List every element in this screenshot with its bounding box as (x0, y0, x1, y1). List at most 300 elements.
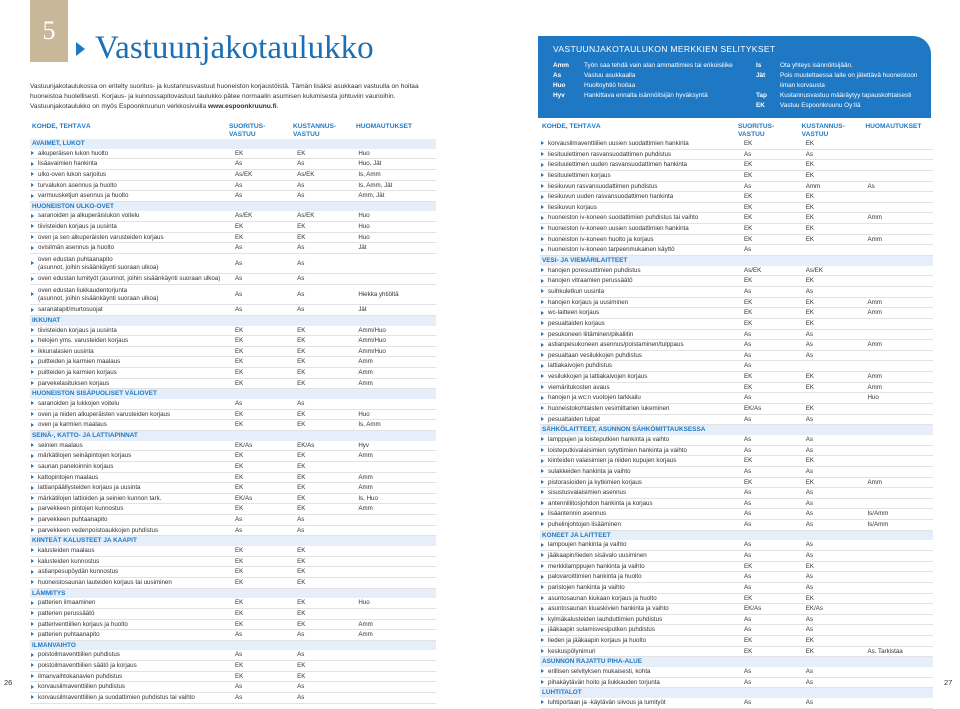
row-task: tiivisteiden korjaus ja uusinta (30, 222, 235, 232)
row-kustannusvastuu: EK (805, 594, 814, 602)
row-task: astianpesupöydän kunnostus (30, 567, 235, 577)
table-row (540, 160, 933, 171)
row-huomautukset: Amm/Huo (358, 326, 386, 334)
row-kustannusvastuu: As (805, 626, 813, 634)
row-kustannusvastuu: EK (297, 505, 306, 513)
row-suoritusvastuu: EK (744, 277, 753, 285)
row-task: liesituulettimen korjaus (540, 171, 744, 181)
table-row (540, 572, 933, 583)
section-header: HUONEISTON ULKO-OVET (30, 202, 436, 212)
row-huomautukset: Amm (358, 473, 373, 481)
table-row (30, 546, 436, 557)
page-title: Vastuunjakotaulukko (95, 30, 374, 66)
table-row (30, 420, 436, 431)
table-row (30, 661, 436, 672)
table-row (540, 499, 933, 510)
row-huomautukset: Amm (358, 452, 373, 460)
row-kustannusvastuu: EK (805, 225, 814, 233)
row-suoritusvastuu: As (744, 394, 752, 402)
table-row (30, 451, 436, 462)
row-task: pesukoneen liitäminen/pikaliitin (540, 330, 744, 340)
row-task: patteriventtiilien korjaus ja huolto (30, 620, 235, 630)
row-task: pesualtaiden korjaus (540, 319, 744, 329)
table-row (540, 583, 933, 594)
row-suoritusvastuu: EK (235, 568, 244, 576)
row-suoritusvastuu: As (235, 631, 243, 639)
row-task: lieden ja jääkaapin korjaus ja huolto (540, 636, 744, 646)
row-suoritusvastuu: As (744, 489, 752, 497)
table-row (30, 504, 436, 515)
page-number-right: 27 (944, 678, 953, 687)
row-suoritusvastuu: EK (235, 379, 244, 387)
row-suoritusvastuu: EK (235, 620, 244, 628)
table-row (540, 540, 933, 551)
intro-body: Vastuunjakotaulukossa on eritelty suoritus- ja kustannusvastuut huoneiston korjaustöistä. Tämän lisäksi asukkaan vastuulla on hoitaa huoneistoa huolellisesti. Korjaus- ja kunnossapitovastuut taulukko pätee normaalin asumisen kulumisesta johtuviin vaurioihin. Vastuunjakotaulukko on myös Espoonkruunun verkkosivuilla (30, 83, 419, 110)
row-huomautukset: Amm (358, 620, 373, 628)
header-huomautukset: HUOMAUTUKSET (865, 123, 922, 130)
row-task: ulko-oven lukon sarjoitus (30, 170, 235, 180)
row-task: vesilukkojen ja lattiakaivojen korjaus (540, 372, 744, 382)
row-suoritusvastuu: EK (744, 203, 753, 211)
legend-desc: Vastuu Espoonkruunu Oy:llä (780, 102, 861, 109)
row-kustannusvastuu: EK (297, 326, 306, 334)
row-suoritusvastuu: EK (235, 672, 244, 680)
row-kustannusvastuu: EK (805, 161, 814, 169)
row-task: poistoilmaventtiilien puhdistus (30, 650, 235, 660)
row-suoritusvastuu: As (744, 668, 752, 676)
row-kustannusvastuu: As (297, 160, 305, 168)
row-kustannusvastuu: As (297, 631, 305, 639)
legend-desc: Kustannusvastuu määräytyy tapauskohtaisesti (780, 92, 912, 99)
row-task: merkkilamppujen hankinta ja vaihto (540, 562, 744, 572)
table-row (30, 222, 436, 233)
row-task: liesikuvun rasvansuodattimen puhdistus (540, 182, 744, 192)
table-row (30, 159, 436, 170)
row-task: sisustusvalaisimien asennus (540, 488, 744, 498)
row-suoritusvastuu: EK (744, 478, 753, 486)
row-task: märkätilojen seinäpintojen korjaus (30, 451, 235, 461)
row-suoritusvastuu: As (744, 287, 752, 295)
table-row (540, 213, 933, 224)
row-task: seinien maalaus (30, 441, 235, 451)
row-kustannusvastuu: As (297, 651, 305, 659)
row-kustannusvastuu: EK (297, 421, 306, 429)
row-suoritusvastuu: EK (235, 578, 244, 586)
legend-desc: Työn saa tehdä vain alan ammattimies tai erikoisliike (584, 62, 733, 69)
row-kustannusvastuu: EK (805, 457, 814, 465)
table-header (540, 123, 933, 139)
row-suoritusvastuu: As (744, 615, 752, 623)
table-row (30, 462, 436, 473)
legend-entry (553, 71, 738, 81)
row-huomautukset: Huo (867, 394, 879, 402)
row-suoritusvastuu: EK (744, 140, 753, 147)
row-suoritusvastuu: EK (744, 298, 753, 306)
row-huomautukset: Amm/Huo (358, 337, 386, 345)
row-kustannusvastuu: EK (297, 347, 306, 355)
row-suoritusvastuu: EK (744, 235, 753, 243)
row-task: kalusteiden maalaus (30, 546, 235, 556)
table-row (30, 399, 436, 410)
section-header: SÄHKÖLAITTEET, ASUNNON SÄHKÖMITTAUKSESSA (540, 425, 933, 435)
row-huomautukset: Is, Amm (358, 170, 381, 178)
row-task: korvausilmaventtiilien puhdistus (30, 682, 235, 692)
row-suoritusvastuu: EK (744, 457, 753, 465)
row-suoritusvastuu: EK (235, 337, 244, 345)
row-kustannusvastuu: EK/As (297, 441, 315, 449)
section-header: KONEET JA LAITTEET (540, 531, 933, 541)
row-kustannusvastuu: As (805, 551, 813, 559)
row-task: saunan paneloinnin korjaus (30, 462, 235, 472)
row-task: parvekkeen pintojen kunnostus (30, 504, 235, 514)
table-row (540, 625, 933, 636)
row-kustannusvastuu: As (805, 615, 813, 623)
row-suoritusvastuu: As (744, 182, 752, 190)
row-huomautukset: Amm (358, 484, 373, 492)
table-row (540, 203, 933, 214)
legend-column-2 (756, 61, 926, 111)
row-task: parvekelasituksen korjaus (30, 379, 235, 389)
header-huomautukset: HUOMAUTUKSET (356, 123, 413, 130)
header-suoritusvastuu: SUORITUS- VASTUU (738, 123, 775, 138)
row-task: kiinteiden valaisimien ja niiden kupujen korjaus (540, 456, 744, 466)
row-suoritusvastuu: EK (744, 562, 753, 570)
legend-abbr: EK (756, 102, 765, 109)
table-row (30, 526, 436, 537)
row-kustannusvastuu: EK/As (805, 605, 823, 613)
legend-desc: Ota yhteys isännöitsijään. (780, 62, 853, 69)
table-row (540, 435, 933, 446)
row-kustannusvastuu: EK (297, 358, 306, 366)
row-huomautukset: Huo (358, 149, 370, 157)
row-task: saranoiden ja lukkojen voitelu (30, 399, 235, 409)
row-task: kylmäkalusteiden lauhduttimien puhdistus (540, 615, 744, 625)
row-suoritusvastuu: EK (235, 421, 244, 429)
chapter-number-badge (30, 0, 68, 62)
intro-text (30, 82, 430, 112)
table-row (540, 488, 933, 499)
row-suoritusvastuu: EK (744, 383, 753, 391)
row-kustannusvastuu: EK (805, 298, 814, 306)
row-kustannusvastuu: EK (805, 647, 814, 655)
row-kustannusvastuu: EK (805, 478, 814, 486)
row-kustannusvastuu: As (805, 521, 813, 529)
row-kustannusvastuu: EK (297, 494, 306, 502)
section-header: LÄMMITYS (30, 589, 436, 599)
row-suoritusvastuu: As (235, 181, 243, 189)
table-row (540, 404, 933, 415)
section-header: VESI- JA VIEMÄRILAITTEET (540, 256, 933, 266)
table-row (30, 441, 436, 452)
row-suoritusvastuu: EK/As (744, 605, 762, 613)
row-task: tiivisteiden korjaus ja uusinta (30, 326, 235, 336)
row-kustannusvastuu: As (805, 446, 813, 454)
table-row (540, 383, 933, 394)
row-huomautukset: Amm (867, 214, 882, 222)
row-huomautukset: Jät (358, 244, 367, 252)
row-kustannusvastuu: As (805, 489, 813, 497)
row-task: jääkaapin sulamisvesiputken puhdistus (540, 625, 744, 635)
row-task: lampoujen hankinta ja vaihto (540, 540, 744, 550)
table-row (30, 578, 436, 589)
row-suoritusvastuu: As (235, 192, 243, 200)
row-huomautukset: Is, Huo (358, 494, 378, 502)
row-suoritusvastuu: EK (235, 557, 244, 565)
row-suoritusvastuu: EK (235, 410, 244, 418)
row-task: erillisen selvityksen mukaisesti, kohta (540, 667, 744, 677)
row-kustannusvastuu: EK (805, 637, 814, 645)
row-suoritusvastuu: EK (744, 373, 753, 381)
table-row (540, 647, 933, 658)
legend-entry (553, 81, 738, 91)
table-row (540, 372, 933, 383)
row-suoritusvastuu: EK/As (235, 494, 253, 502)
section-header: SEINÄ-, KATTO- JA LATTIAPINNAT (30, 431, 436, 441)
table-row (540, 604, 933, 615)
row-kustannusvastuu: EK (805, 203, 814, 211)
row-kustannusvastuu: As (297, 516, 305, 524)
legend-box (538, 36, 931, 118)
row-suoritusvastuu: As (744, 341, 752, 349)
row-kustannusvastuu: As (805, 541, 813, 549)
legend-desc: Vastuu asukkaalla (584, 72, 636, 79)
row-suoritusvastuu: As (235, 693, 243, 701)
legend-desc: Huoltoyhtiö hoitaa (584, 82, 636, 89)
row-huomautukset: Huo (358, 599, 370, 607)
table-row (30, 368, 436, 379)
row-task: parvekkeen vedenpoistoaukkojen puhdistus (30, 526, 235, 536)
section-header: HUONEISTON SISÄPUOLISET VÄLIOVET (30, 389, 436, 399)
table-row (30, 515, 436, 526)
row-suoritusvastuu: EK (744, 171, 753, 179)
row-kustannusvastuu: As (297, 244, 305, 252)
row-kustannusvastuu: EK (297, 337, 306, 345)
row-kustannusvastuu: Amm (805, 182, 821, 190)
responsibility-table-right (540, 123, 933, 709)
title-block (76, 30, 374, 67)
row-kustannusvastuu: EK (297, 609, 306, 617)
row-kustannusvastuu: EK (297, 452, 306, 460)
row-huomautukset: Amm (867, 373, 882, 381)
legend-entry (756, 91, 926, 101)
table-row (540, 698, 933, 709)
table-row (30, 650, 436, 661)
row-suoritusvastuu: EK (235, 547, 244, 555)
table-row (30, 336, 436, 347)
row-task: wc-laitteen korjaus (540, 308, 744, 318)
row-task: puitteiden ja karmien maalaus (30, 357, 235, 367)
legend-abbr: Jät (756, 72, 766, 79)
page-number-left: 26 (4, 678, 13, 687)
table-row (540, 478, 933, 489)
row-kustannusvastuu: EK (297, 547, 306, 555)
row-kustannusvastuu: EK (297, 484, 306, 492)
row-suoritusvastuu: EK (235, 452, 244, 460)
table-row (540, 182, 933, 193)
table-row (30, 693, 436, 704)
row-suoritusvastuu: As (235, 651, 243, 659)
header-kohde: KOHDE, TEHTÄVÄ (542, 123, 601, 130)
row-task: lamppujen ja loisteputkien hankinta ja vaihto (540, 435, 744, 445)
table-row (540, 509, 933, 520)
legend-title: VASTUUNJAKOTAULUKON MERKKIEN SELITYKSET (553, 44, 776, 54)
row-suoritusvastuu: As (744, 467, 752, 475)
row-kustannusvastuu: As (297, 306, 305, 314)
row-task: jääkaapin/lieden sisävalo uusiminen (540, 551, 744, 561)
row-kustannusvastuu: EK (297, 599, 306, 607)
row-huomautukset: Amm (867, 298, 882, 306)
table-row (30, 326, 436, 337)
row-kustannusvastuu: As (805, 351, 813, 359)
table-row (30, 483, 436, 494)
row-task: asuntosaunan kiuaskivien hankinta ja vaihto (540, 604, 744, 614)
row-huomautukset: Amm, Jät (358, 192, 385, 200)
row-task: huoneiston iv-koneen uusien suodattimien hankinta (540, 224, 744, 234)
row-kustannusvastuu: EK (297, 233, 306, 241)
row-suoritusvastuu: As (744, 446, 752, 454)
table-row (30, 149, 436, 160)
table-row (540, 150, 933, 161)
table-row (540, 266, 933, 277)
table-row (30, 609, 436, 620)
row-kustannusvastuu: EK (297, 557, 306, 565)
row-suoritusvastuu: As (235, 516, 243, 524)
row-task: helojen yms. varusteiden korjaus (30, 336, 235, 346)
table-row (540, 636, 933, 647)
row-suoritusvastuu: EK (744, 319, 753, 327)
table-row (30, 567, 436, 578)
row-kustannusvastuu: As (805, 467, 813, 475)
row-kustannusvastuu: EK (805, 171, 814, 179)
row-task: kattopintojen maalaus (30, 473, 235, 483)
table-row (30, 181, 436, 192)
row-task: patterien puhtaanapito (30, 630, 235, 640)
table-row (540, 594, 933, 605)
row-huomautukset: As. Tarkistaa (867, 647, 903, 655)
row-task: hanojen poresuuttimien puhdistus (540, 266, 744, 276)
legend-entry (756, 101, 926, 111)
legend-abbr: Huo (553, 82, 566, 89)
row-kustannusvastuu: As (805, 341, 813, 349)
row-kustannusvastuu: EK (297, 223, 306, 231)
legend-abbr: Is (756, 62, 762, 69)
row-task: turvalukon asennus ja huolto (30, 181, 235, 191)
row-huomautukset: Is/Amm (867, 510, 889, 518)
row-task: kalusteiden kunnostus (30, 557, 235, 567)
row-task: pihakäytävän hoito ja liukkauden torjunta (540, 678, 744, 688)
row-kustannusvastuu: As (805, 435, 813, 443)
table-row (30, 243, 436, 254)
row-kustannusvastuu: As/EK (805, 266, 823, 274)
row-kustannusvastuu: EK (297, 672, 306, 680)
table-row (30, 630, 436, 641)
row-kustannusvastuu: EK (297, 662, 306, 670)
row-task: lisäantennin asennus (540, 509, 744, 519)
section-header: AVAIMET, LUKOT (30, 139, 436, 149)
row-task: astianpesukoneen asennus/poistaminen/tulppaus (540, 340, 744, 350)
row-kustannusvastuu: As (805, 499, 813, 507)
row-task: varmuusketjun asennus ja huolto (30, 191, 235, 201)
row-task: lisäavaimien hankinta (30, 159, 235, 169)
row-task: huoneistokohtaisten vesimittarien lukeminen (540, 404, 744, 414)
row-huomautukset: Amm (867, 383, 882, 391)
table-row (540, 678, 933, 689)
row-huomautukset: Huo (358, 410, 370, 418)
row-task: hanojen vitraamien perussäätö (540, 276, 744, 286)
table-row (540, 667, 933, 678)
table-row (540, 351, 933, 362)
row-suoritusvastuu: As (235, 400, 243, 408)
header-kustannusvastuu: KUSTANNUS- VASTUU (801, 123, 845, 138)
header-suoritusvastuu: SUORITUS- VASTUU (229, 123, 266, 138)
row-task: oven ja karmien maalaus (30, 420, 235, 430)
row-huomautukset: Jät (358, 306, 367, 314)
row-suoritusvastuu: EK (744, 161, 753, 169)
row-suoritusvastuu: As (744, 573, 752, 581)
legend-abbr: As (553, 72, 562, 79)
chevron-right-icon (76, 42, 85, 56)
table-row (540, 415, 933, 426)
row-kustannusvastuu: As (297, 693, 305, 701)
row-kustannusvastuu: As (297, 683, 305, 691)
row-suoritusvastuu: As (744, 583, 752, 591)
row-kustannusvastuu: As (297, 181, 305, 189)
row-suoritusvastuu: EK (235, 473, 244, 481)
row-huomautukset: Amm (358, 358, 373, 366)
row-huomautukset: Huo (358, 223, 370, 231)
table-row (540, 287, 933, 298)
row-kustannusvastuu: EK (805, 309, 814, 317)
legend-column-1 (553, 61, 738, 101)
row-task: huoneistosaunan lauteiden korjaus tai uusiminen (30, 578, 235, 588)
row-kustannusvastuu: EK (805, 319, 814, 327)
row-suoritusvastuu: EK (744, 214, 753, 222)
row-task: palovaroittimien hankinta ja huolto (540, 572, 744, 582)
row-task: paristojen hankinta ja vaihto (540, 583, 744, 593)
row-task: liesituulettimen uuden rasvansuodattimen hankinta (540, 160, 744, 170)
row-suoritusvastuu: As (235, 526, 243, 534)
table-row (540, 551, 933, 562)
row-suoritusvastuu: As (744, 330, 752, 338)
legend-desc: Hankittava ennalta isännöitsijän hyväksyntä (584, 92, 708, 99)
section-header: IKKUNAT (30, 316, 436, 326)
row-suoritusvastuu: As (235, 306, 243, 314)
row-huomautukset: Is/Amm (867, 521, 889, 529)
row-kustannusvastuu: EK (297, 410, 306, 418)
row-suoritusvastuu: EK (235, 326, 244, 334)
table-row (540, 520, 933, 531)
header-kohde: KOHDE, TEHTÄVÄ (32, 123, 91, 130)
row-huomautukset: Amm (867, 309, 882, 317)
row-kustannusvastuu: As (805, 150, 813, 158)
row-kustannusvastuu: As/EK (297, 212, 315, 220)
row-suoritusvastuu: EK (235, 358, 244, 366)
row-suoritusvastuu: EK (235, 505, 244, 513)
row-task: oven ja sen alkuperäisten varusteiden korjaus (30, 233, 235, 243)
row-task: loisteputkivalaisimien sytyttimien hankinta ja vaihto (540, 446, 744, 456)
row-huomautukset: Huo (358, 233, 370, 241)
row-task: poistoilmaventtiilien säätö ja korjaus (30, 661, 235, 671)
row-kustannusvastuu: EK (805, 235, 814, 243)
row-kustannusvastuu: EK (805, 383, 814, 391)
row-suoritusvastuu: As/EK (235, 212, 253, 220)
row-suoritusvastuu: As (744, 626, 752, 634)
table-row (540, 446, 933, 457)
row-suoritusvastuu: As (744, 415, 752, 423)
intro-link[interactable]: www.espoonkruunu.fi (208, 103, 277, 110)
row-huomautukset: Huo, Jät (358, 160, 382, 168)
row-suoritusvastuu: EK (235, 223, 244, 231)
